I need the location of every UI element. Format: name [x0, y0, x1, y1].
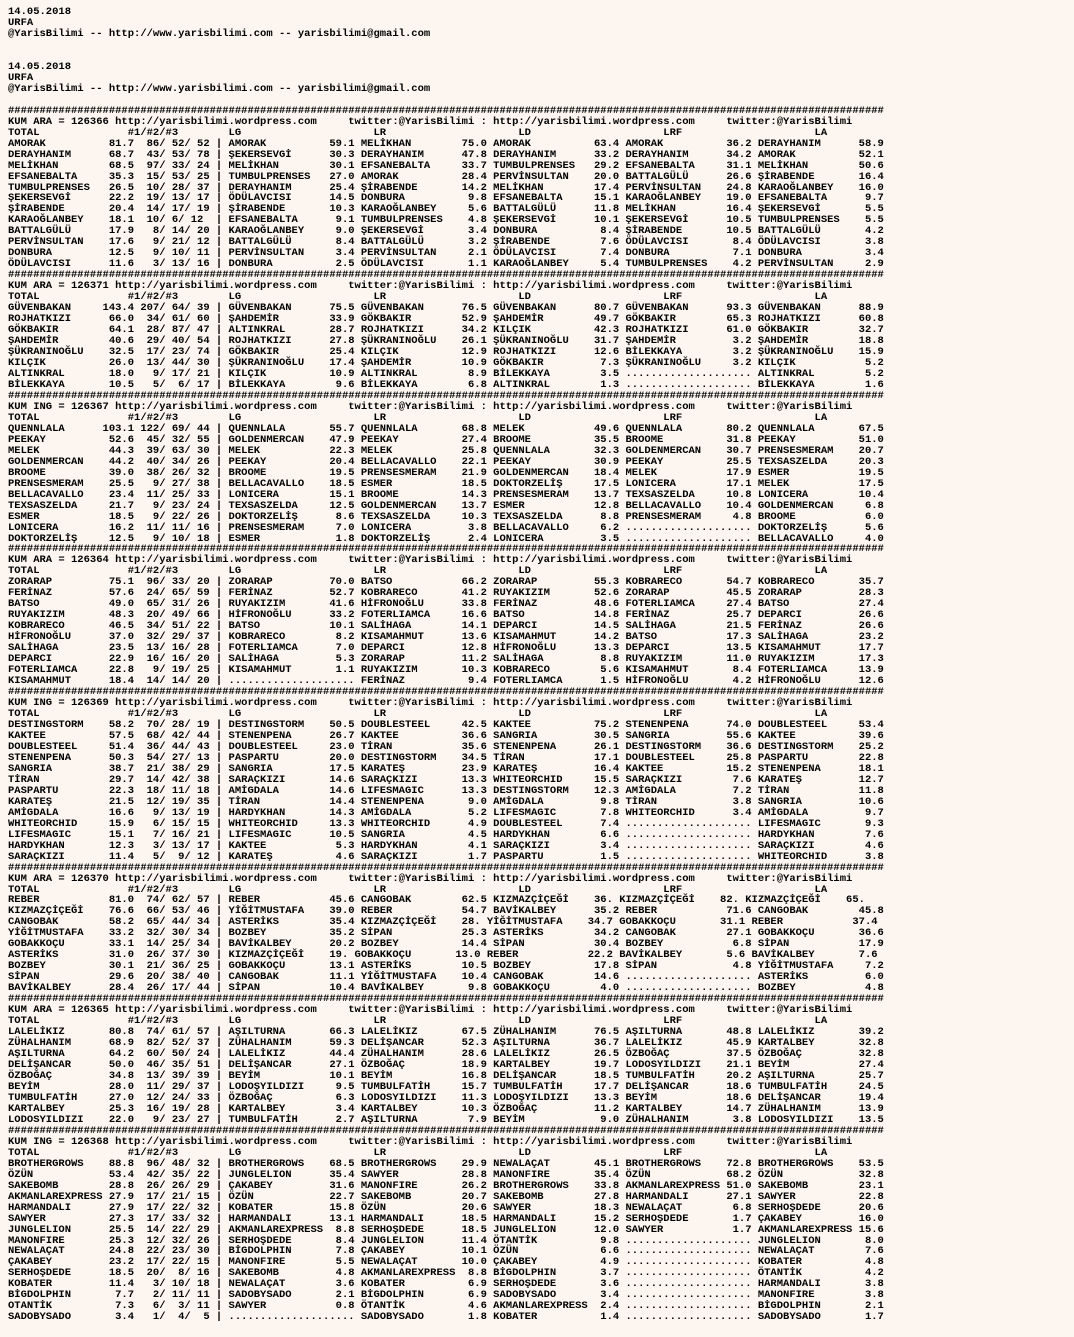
column-header-line: TOTAL #1/#2/#3 LG LR LD LRF LA [8, 411, 828, 424]
horse-row-line: ÖDÜLAVCISI 11.6 3/ 13/ 16 | DONBURA 2.5 ÖDÜLAVCISI 1.1 KARAOĞLANBEY 5.4 TUMBULPRENSES 4.2 PERVİNSULTAN 2.9 [8, 258, 884, 271]
horse-row-line: ALTINKRAL 18.0 9/ 17/ 21 | KILÇIK 10.9 ALTINKRAL 8.9 BİLEKKAYA 3.5 .................... ALTINKRAL 5.2 [8, 367, 884, 380]
info-line: @YarisBilimi -- http://www.yarisbilimi.com -- yarisbilimi@gmail.com [8, 27, 431, 40]
info-line: 14.05.2018 [8, 7, 72, 18]
race-summary-document [8, 7, 1070, 1323]
horse-row-line: SAKEBOMB 28.8 26/ 26/ 29 | ÇAKABEY 31.6 MANONFIRE 26.2 BROTHERGROWS 33.8 AKMANLAREXPRESS 51.0 SAKEBOMB 23.1 [8, 1179, 884, 1192]
horse-row-line: GOBAKKOÇU 33.1 14/ 25/ 34 | BAVİKALBEY 20.2 BOZBEY 14.4 SİPAN 30.4 BOZBEY 6.8 SİPAN 17.9 [8, 938, 884, 951]
race-header-line: KUM ARA = 126365 http://yarisbilimi.wordpress.com twitter:@YarisBilimi : http://yarisbilimi.wordpress.com twitter:@YarisBilimi [8, 1004, 853, 1017]
horse-row-line: ROJHATKIZI 66.0 34/ 61/ 60 | ŞAHDEMİR 33.9 GÖKBAKIR 52.9 ŞAHDEMİR 49.7 GÖKBAKIR 65.3 ROJHATKIZI 60.8 [8, 313, 884, 326]
horse-row-line: DERAYHANIM 68.7 43/ 53/ 78 | ŞEKERSEVGİ 30.3 DERAYHANIM 47.8 DERAYHANIM 33.2 DERAYHANIM 34.2 AMORAK 52.1 [8, 148, 884, 161]
horse-row-line: REBER 81.0 74/ 62/ 57 | REBER 45.6 CANGOBAK 62.5 KIZMAZÇİÇEĞİ 36. KIZMAZÇİÇEĞİ 82. KIZMAZÇİÇEĞİ 65. [8, 894, 865, 907]
horse-row-line: OTANTİK 7.3 6/ 3/ 11 | SAWYER 0.8 ÖTANTİK 4.6 AKMANLAREXPRESS 2.4 .................... BİGDOLPHIN 2.1 [8, 1300, 884, 1313]
horse-row-line: ZORARAP 75.1 96/ 33/ 20 | ZORARAP 70.0 BATSO 66.2 ZORARAP 55.3 KOBRARECO 54.7 KOBRARECO 35.7 [8, 576, 884, 589]
info-line: 14.05.2018 [8, 60, 72, 73]
horse-row-line: GÖKBAKIR 64.1 28/ 87/ 47 | ALTINKRAL 28.7 ROJHATKIZI 34.2 KILÇIK 42.3 ROJHATKIZI 61.0 GÖKBAKIR 32.7 [8, 324, 884, 337]
horse-row-line: SALİHAGA 23.5 13/ 16/ 28 | FOTERLIAMCA 7.0 DEPARCI 12.8 HİFRONOĞLU 13.3 DEPARCI 13.5 KISAMAHMUT 17.7 [8, 642, 884, 655]
column-header-line: TOTAL #1/#2/#3 LG LR LD LRF LA [8, 883, 828, 896]
race-header-line: KUM ING = 126369 http://yarisbilimi.wordpress.com twitter:@YarisBilimi : http://yarisbilimi.wordpress.com twitter:@YarisBilimi [8, 697, 853, 710]
horse-row-line: HİFRONOĞLU 37.0 32/ 29/ 37 | KOBRARECO 8.2 KISAMAHMUT 13.6 KISAMAHMUT 14.2 BATSO 17.3 SALİHAGA 23.2 [8, 631, 884, 644]
horse-row-line: KISAMAHMUT 18.4 14/ 14/ 20 | .................... FERİNAZ 9.4 FOTERLIAMCA 1.5 HİFRONOĞLU 4.2 HİFRONOĞLU 12.6 [8, 675, 884, 688]
horse-row-line: ÖZÜN 53.4 42/ 35/ 22 | JUNGLELION 35.4 SAWYER 28.8 MANONFIRE 35.4 ÖZÜN 68.2 ÖZÜN 32.8 [8, 1168, 884, 1181]
horse-row-line: ÖZBOĞAÇ 34.8 13/ 39/ 39 | BEYİM 10.1 BEYİM 16.8 DELİŞANCAR 18.5 TUMBULFATİH 20.2 AŞILTURNA 25.7 [8, 1069, 884, 1082]
horse-row-line: AKMANLAREXPRESS 27.9 17/ 21/ 15 | ÖZÜN 22.7 SAKEBOMB 20.7 SAKEBOMB 27.8 HARMANDALI 27.1 SAWYER 22.8 [8, 1190, 884, 1203]
column-header-line: TOTAL #1/#2/#3 LG LR LD LRF LA [8, 708, 828, 720]
horse-row-line: BROOME 39.0 38/ 26/ 32 | BROOME 19.5 PRENSESMERAM 21.9 GOLDENMERCAN 18.4 MELEK 17.9 ESMER 19.5 [8, 466, 884, 479]
info-line: URFA [8, 71, 34, 84]
horse-row-line: AMİGDALA 16.6 9/ 13/ 19 | HARDYKHAN 14.3 AMİGDALA 5.2 LIFESMAGIC 7.8 WHITEORCHID 3.4 AMİGDALA 9.7 [8, 806, 884, 819]
horse-row-line: KOBATER 11.4 3/ 10/ 18 | NEWALAÇAT 3.6 KOBATER 6.9 SERHOŞDEDE 3.6 .................... HARMANDALI 3.8 [8, 1278, 884, 1291]
horse-row-line: ZÜHALHANIM 68.9 82/ 52/ 37 | ZÜHALHANIM 59.3 DELİŞANCAR 52.3 AŞILTURNA 36.7 LALELİKIZ 45.9 KARTALBEY 32.8 [8, 1037, 884, 1050]
horse-row-line: BAVİKALBEY 28.4 26/ 17/ 44 | SİPAN 10.4 BAVİKALBEY 9.8 GOBAKKOÇU 4.0 .................... BOZBEY 4.8 [8, 982, 884, 995]
horse-row-line: RUYAKIZIM 48.3 20/ 49/ 66 | HİFRONOĞLU 33.2 FOTERLIAMCA 16.6 BATSO 14.8 FERİNAZ 25.7 DEPARCI 26.6 [8, 609, 884, 622]
column-header-line: TOTAL #1/#2/#3 LG LR LD LRF LA [8, 1015, 828, 1028]
horse-row-line: PRENSESMERAM 25.5 9/ 27/ 38 | BELLACAVALLO 18.5 ESMER 18.5 DOKTORZELİŞ 17.5 LONICERA 17.1 MELEK 17.5 [8, 477, 884, 490]
horse-row-line: DONBURA 12.5 9/ 10/ 11 | PERVİNSULTAN 3.4 PERVİNSULTAN 2.1 ÖDÜLAVCISI 7.4 DONBURA 7.1 DONBURA 3.4 [8, 247, 884, 260]
horse-row-line: HARDYKHAN 12.3 3/ 13/ 17 | KAKTEE 5.3 HARDYKHAN 4.1 SARAÇKIZI 3.4 .................... SARAÇKIZI 4.6 [8, 839, 884, 852]
separator-line: ########################################################################################################################################### [8, 543, 884, 556]
horse-row-line: AMORAK 81.7 86/ 52/ 52 | AMORAK 59.1 MELİKHAN 75.0 AMORAK 63.4 AMORAK 36.2 DERAYHANIM 58.9 [8, 137, 884, 150]
horse-row-line: PASPARTU 22.3 18/ 11/ 18 | AMİGDALA 14.6 LIFESMAGIC 13.3 DESTINGSTORM 12.3 AMİGDALA 7.2 TİRAN 11.8 [8, 784, 884, 797]
horse-row-line: GÜVENBAKAN 143.4 207/ 64/ 39 | GÜVENBAKAN 75.5 GÜVENBAKAN 76.5 GÜVENBAKAN 80.7 GÜVENBAKAN 93.3 GÜVENBAKAN 88.9 [8, 302, 884, 315]
horse-row-line: TEXSASZELDA 21.7 9/ 23/ 24 | TEXSASZELDA 12.5 GOLDENMERCAN 13.7 ESMER 12.8 BELLACAVALLO 10.4 GOLDENMERCAN 6.8 [8, 499, 884, 512]
separator-line: ########################################################################################################################################### [8, 269, 884, 282]
horse-row-line: MELİKHAN 68.5 97/ 33/ 24 | MELİKHAN 30.1 EFSANEBALTA 33.7 TUMBULPRENSES 29.2 EFSANEBALTA 31.1 MELİKHAN 50.6 [8, 159, 884, 172]
horse-row-line: SANGRIA 38.7 21/ 38/ 29 | SANGRIA 17.5 KARATEŞ 23.9 KARATEŞ 16.4 KAKTEE 15.2 STENENPENA 18.1 [8, 762, 884, 775]
horse-row-line: KIZMAZÇİÇEĞİ 76.6 66/ 53/ 46 | YİĞİTMUSTAFA 39.0 REBER 54.7 BAVİKALBEY 35.2 REBER 71.6 CANGOBAK 45.8 [8, 905, 884, 918]
horse-row-line: FERİNAZ 57.6 24/ 65/ 59 | FERİNAZ 52.7 KOBRARECO 41.2 RUYAKIZIM 52.6 ZORARAP 45.5 ZORARAP 28.3 [8, 587, 884, 600]
horse-row-line: SERHOŞDEDE 18.5 20/ 8/ 16 | SAKEBOMB 4.8 AKMANLAREXPRESS 8.8 BİGDOLPHIN 3.7 .................... ÖTANTİK 4.2 [8, 1267, 884, 1280]
horse-row-line: TUMBULFATİH 27.0 12/ 24/ 33 | ÖZBOĞAÇ 6.3 LODOSYILDIZI 11.3 LODOŞYILDIZI 13.3 BEYİM 18.6 DELİŞANCAR 19.4 [8, 1091, 884, 1104]
horse-row-line: BATTALGÜLÜ 17.9 8/ 14/ 20 | KARAOĞLANBEY 9.0 ŞEKERSEVGİ 3.4 DONBURA 8.4 ŞİRABENDE 10.5 BATTALGÜLÜ 4.2 [8, 225, 884, 238]
separator-line: ########################################################################################################################################### [8, 104, 884, 117]
horse-row-line: DESTINGSTORM 58.2 70/ 28/ 19 | DESTINGSTORM 50.5 DOUBLESTEEL 42.5 KAKTEE 75.2 STENENPENA 74.0 DOUBLESTEEL 53.4 [8, 718, 884, 731]
column-header-line: TOTAL #1/#2/#3 LG LR LD LRF LA [8, 126, 828, 139]
horse-row-line: SAWYER 27.3 17/ 33/ 32 | HARMANDALI 13.1 HARMANDALI 18.5 HARMANDALI 15.2 SERHOŞDEDE 1.7 ÇAKABEY 16.0 [8, 1212, 884, 1225]
horse-row-line: DOUBLESTEEL 51.4 36/ 44/ 43 | DOUBLESTEEL 23.0 TİRAN 35.6 STENENPENA 26.1 DESTINGSTORM 36.6 DESTINGSTORM 25.2 [8, 740, 884, 753]
horse-row-line: ŞÜKRANINOĞLU 32.5 17/ 23/ 74 | GÖKBAKIR 25.4 KILÇIK 12.9 ROJHATKIZI 12.6 BİLEKKAYA 3.2 ŞÜKRANINOĞLU 15.9 [8, 346, 884, 359]
separator-line: ########################################################################################################################################### [8, 389, 884, 402]
horse-row-line: ŞEKERSEVGİ 22.2 19/ 13/ 17 | ÖDÜLAVCISI 14.5 DONBURA 9.8 EFSANEBALTA 15.1 KARAOĞLANBEY 19.0 EFSANEBALTA 9.7 [8, 192, 884, 205]
race-header-line: KUM ARA = 126370 http://yarisbilimi.wordpress.com twitter:@YarisBilimi : http://yarisbilimi.wordpress.com twitter:@YarisBilimi [8, 872, 853, 885]
horse-row-line: KAKTEE 57.5 68/ 42/ 44 | STENENPENA 26.7 KAKTEE 36.6 SANGRIA 30.5 SANGRIA 55.6 KAKTEE 39.6 [8, 729, 884, 742]
separator-line: ########################################################################################################################################### [8, 861, 884, 874]
horse-row-line: BİGDOLPHIN 7.7 2/ 11/ 11 | SADOBYSADO 2.1 BİGDOLPHIN 6.9 SADOBYSADO 3.4 .................... MANONFIRE 3.8 [8, 1289, 884, 1302]
race-header-line: KUM ING = 126367 http://yarisbilimi.wordpress.com twitter:@YarisBilimi : http://yarisbilimi.wordpress.com twitter:@YarisBilimi [8, 400, 853, 413]
column-header-line: TOTAL #1/#2/#3 LG LR LD LRF LA [8, 291, 828, 304]
horse-row-line: JUNGLELION 25.5 14/ 22/ 29 | AKMANLAREXPRESS 8.8 SERHOŞDEDE 18.5 JUNGLELION 12.0 SAWYER 1.7 AKMANLAREXPRESS 15.6 [8, 1223, 884, 1236]
horse-row-line: LODOSYILDIZI 22.0 9/ 23/ 27 | TUMBULFATİH 2.7 AŞILTURNA 7.9 BEYİM 9.0 ZÜHALHANIM 3.8 LODOSYILDIZI 13.5 [8, 1113, 884, 1126]
horse-row-line: ŞAHDEMİR 40.6 29/ 40/ 54 | ROJHATKIZI 27.8 ŞÜKRANINOĞLU 26.1 ŞÜKRANINOĞLU 31.7 ŞAHDEMİR 3.2 ŞAHDEMİR 18.8 [8, 335, 884, 348]
blank-line [8, 40, 1070, 51]
horse-row-line: NEWALAÇAT 24.8 22/ 23/ 30 | BİGDOLPHIN 7.8 ÇAKABEY 10.1 ÖZÜN 6.6 .................... NEWALAÇAT 7.6 [8, 1245, 884, 1258]
race-header-line: KUM ARA = 126371 http://yarisbilimi.wordpress.com twitter:@YarisBilimi : http://yarisbilimi.wordpress.com twitter:@YarisBilimi [8, 280, 853, 293]
horse-row-line: MANONFIRE 25.3 12/ 32/ 26 | SERHOŞDEDE 8.4 JUNGLELION 11.4 ÖTANTİK 9.8 .................... JUNGLELION 8.0 [8, 1234, 884, 1247]
separator-line: ########################################################################################################################################### [8, 993, 884, 1006]
horse-row-line: KARAOĞLANBEY 18.1 10/ 6/ 12 | EFSANEBALTA 9.1 TUMBULPRENSES 4.8 ŞEKERSEVGİ 10.1 ŞEKERSEVGİ 10.5 TUMBULPRENSES 5.5 [8, 214, 884, 227]
horse-row-line: BATSO 49.0 65/ 31/ 26 | RUYAKIZIM 41.6 HİFRONOĞLU 33.8 FERİNAZ 48.6 FOTERLIAMCA 27.4 BATSO 27.4 [8, 598, 884, 611]
separator-line: ########################################################################################################################################### [8, 686, 884, 699]
horse-row-line: WHITEORCHID 15.9 6/ 15/ 15 | WHITEORCHID 13.3 WHITEORCHID 4.9 DOUBLESTEEL 7.4 .................... LIFESMAGIC 9.3 [8, 817, 884, 830]
horse-row-line: TUMBULPRENSES 26.5 10/ 28/ 37 | DERAYHANIM 25.4 ŞİRABENDE 14.2 MELİKHAN 17.4 PERVİNSULTAN 24.8 KARAOĞLANBEY 16.0 [8, 181, 884, 194]
horse-row-line: DOKTORZELİŞ 12.5 9/ 10/ 18 | ESMER 1.8 DOKTORZELİŞ 2.4 LONICERA 3.5 .................... BELLACAVALLO 4.0 [8, 532, 884, 545]
race-header-line: KUM ING = 126368 http://yarisbilimi.wordpress.com twitter:@YarisBilimi : http://yarisbilimi.wordpress.com twitter:@YarisBilimi [8, 1135, 853, 1148]
horse-row-line: QUENNLALA 103.1 122/ 69/ 44 | QUENNLALA 55.7 QUENNLALA 68.8 MELEK 49.6 QUENNLALA 80.2 QUENNLALA 67.5 [8, 422, 884, 435]
horse-row-line: ESMER 18.5 9/ 22/ 26 | DOKTORZELİŞ 8.6 TEXSASZELDA 10.3 TEXSASZELDA 8.8 PRENSESMERAM 4.8 BROOME 6.0 [8, 510, 884, 523]
horse-row-line: PEEKAY 52.6 45/ 32/ 55 | GOLDENMERCAN 47.9 PEEKAY 27.4 BROOME 35.5 BROOME 31.8 PEEKAY 51.0 [8, 433, 884, 446]
horse-row-line: LALELİKIZ 80.8 74/ 61/ 57 | AŞILTURNA 66.3 LALELİKIZ 67.5 ZÜHALHANIM 76.5 AŞILTURNA 48.8 LALELİKIZ 39.2 [8, 1026, 884, 1039]
horse-row-line: BELLACAVALLO 23.4 11/ 25/ 33 | LONICERA 15.1 BROOME 14.3 PRENSESMERAM 13.7 TEXSASZELDA 10.8 LONICERA 10.4 [8, 488, 884, 501]
horse-row-line: PERVİNSULTAN 17.6 9/ 21/ 12 | BATTALGÜLÜ 8.4 BATTALGÜLÜ 3.2 ŞİRABENDE 7.6 ÖDÜLAVCISI 8.4 ÖDÜLAVCISI 3.8 [8, 236, 884, 249]
horse-row-line: LONICERA 16.2 11/ 11/ 16 | PRENSESMERAM 7.0 LONICERA 3.8 BELLACAVALLO 6.2 .................... DOKTORZELİŞ 5.6 [8, 521, 884, 534]
info-line: @YarisBilimi -- http://www.yarisbilimi.com -- yarisbilimi@gmail.com [8, 82, 431, 95]
horse-row-line: KARATEŞ 21.5 12/ 19/ 35 | TİRAN 14.4 STENENPENA 9.0 AMİGDALA 9.8 TİRAN 3.8 SANGRIA 10.6 [8, 795, 884, 808]
column-header-line: TOTAL #1/#2/#3 LG LR LD LRF LA [8, 1146, 828, 1159]
column-header-line: TOTAL #1/#2/#3 LG LR LD LRF LA [8, 565, 828, 578]
horse-row-line: EFSANEBALTA 35.3 15/ 53/ 25 | TUMBULPRENSES 27.0 AMORAK 28.4 PERVİNSULTAN 20.0 BATTALGÜLÜ 26.6 ŞİRABENDE 16.4 [8, 170, 884, 183]
race-header-line: KUM ARA = 126364 http://yarisbilimi.wordpress.com twitter:@YarisBilimi : http://yarisbilimi.wordpress.com twitter:@YarisBilimi [8, 554, 853, 567]
race-header-line: KUM ARA = 126366 http://yarisbilimi.wordpress.com twitter:@YarisBilimi : http://yarisbilimi.wordpress.com twitter:@YarisBilimi [8, 115, 853, 128]
horse-row-line: FOTERLIAMCA 22.8 9/ 19/ 25 | KISAMAHMUT 1.1 RUYAKIZIM 10.3 KOBRARECO 5.6 KISAMAHMUT 8.4 FOTERLIAMCA 13.9 [8, 664, 884, 677]
horse-row-line: TİRAN 29.7 14/ 42/ 38 | SARAÇKIZI 14.6 SARAÇKIZI 13.3 WHITEORCHID 15.5 SARAÇKIZI 7.6 KARATEŞ 12.7 [8, 773, 884, 786]
blank-line [8, 51, 1070, 62]
horse-row-line: BOZBEY 30.1 21/ 36/ 25 | GOBAKKOÇU 13.1 ASTERİKS 10.5 BOZBEY 17.8 SİPAN 4.8 YİĞİTMUSTAFA 7.2 [8, 960, 884, 973]
horse-row-line: GOLDENMERCAN 44.2 40/ 34/ 26 | PEEKAY 20.4 BELLACAVALLO 22.1 PEEKAY 30.9 PEEKAY 25.5 TEXSASZELDA 20.3 [8, 455, 884, 468]
horse-row-line: DEPARCI 22.9 16/ 16/ 20 | SALİHAGA 5.3 ZORARAP 11.2 SALİHAGA 8.8 RUYAKIZIM 11.0 RUYAKIZIM 17.3 [8, 653, 884, 666]
horse-row-line: BEYİM 28.0 11/ 29/ 37 | LODOŞYILDIZI 9.5 TUMBULFATİH 15.7 TUMBULFATİH 17.7 DELİŞANCAR 18.6 TUMBULFATİH 24.5 [8, 1080, 884, 1093]
horse-row-line: BROTHERGROWS 88.8 96/ 48/ 32 | BROTHERGROWS 68.5 BROTHERGROWS 29.9 NEWALAÇAT 45.1 BROTHERGROWS 72.8 BROTHERGROWS 53.5 [8, 1157, 884, 1170]
info-line: URFA [8, 16, 34, 29]
horse-row-line: CANGOBAK 58.2 65/ 44/ 34 | ASTERİKS 35.4 KIZMAZÇİÇEĞİ 28. YİĞİTMUSTAFA 34.7 GOBAKKOÇU 31.1 REBER 37.4 [8, 916, 878, 929]
separator-line: ########################################################################################################################################### [8, 1124, 884, 1137]
horse-row-line: KARTALBEY 25.3 16/ 19/ 28 | KARTALBEY 3.4 KARTALBEY 10.3 ÖZBOĞAÇ 11.2 KARTALBEY 14.7 ZÜHALHANIM 13.9 [8, 1102, 884, 1115]
horse-row-line: BİLEKKAYA 10.5 5/ 6/ 17 | BİLEKKAYA 9.6 BİLEKKAYA 6.8 ALTINKRAL 1.3 .................... BİLEKKAYA 1.6 [8, 378, 884, 391]
horse-row-line: KOBRARECO 46.5 34/ 51/ 22 | BATSO 10.1 SALİHAGA 14.1 DEPARCI 14.5 SALİHAGA 21.5 FERİNAZ 26.6 [8, 620, 884, 633]
horse-row-line: SARAÇKIZI 11.4 5/ 9/ 12 | KARATEŞ 4.6 SARAÇKIZI 1.7 PASPARTU 1.5 .................... WHITEORCHID 3.8 [8, 850, 884, 863]
horse-row-line: SADOBYSADO 3.4 1/ 4/ 5 | .................... SADOBYSADO 1.8 KOBATER 1.4 .................... SADOBYSADO 1.7 [8, 1311, 884, 1324]
horse-row-line: LIFESMAGIC 15.1 7/ 16/ 21 | LIFESMAGIC 10.5 SANGRIA 4.5 HARDYKHAN 6.6 .................... HARDYKHAN 7.6 [8, 828, 884, 841]
horse-row-line: MELEK 44.3 39/ 63/ 30 | MELEK 22.3 MELEK 25.8 QUENNLALA 32.3 GOLDENMERCAN 30.7 PRENSESMERAM 20.7 [8, 444, 884, 457]
horse-row-line: DELİŞANCAR 50.0 46/ 35/ 51 | DELİŞANCAR 27.1 ÖZBOĞAÇ 18.9 KARTALBEY 19.7 LODOSYILDIZI 21.1 BEYİM 27.4 [8, 1059, 884, 1071]
horse-row-line: SİPAN 29.6 20/ 38/ 40 | CANGOBAK 11.1 YİĞİTMUSTAFA 10.4 CANGOBAK 14.6 .................... ASTERİKS 6.0 [8, 971, 884, 984]
horse-row-line: YİĞİTMUSTAFA 33.2 32/ 30/ 34 | BOZBEY 35.2 SİPAN 25.3 ASTERİKS 34.2 CANGOBAK 27.1 GOBAKKOÇU 36.6 [8, 927, 884, 940]
horse-row-line: HARMANDALI 27.9 17/ 22/ 32 | KOBATER 15.8 ÖZÜN 20.6 SAWYER 18.3 NEWALAÇAT 6.8 SERHOŞDEDE 20.6 [8, 1201, 884, 1214]
horse-row-line: STENENPENA 50.3 54/ 27/ 13 | PASPARTU 20.0 DESTINGSTORM 34.5 TİRAN 17.1 DOUBLESTEEL 25.8 PASPARTU 22.8 [8, 751, 884, 764]
horse-row-line: ŞİRABENDE 20.4 14/ 17/ 19 | ŞİRABENDE 10.3 KARAOĞLANBEY 5.6 BATTALGÜLÜ 11.8 MELİKHAN 16.4 ŞEKERSEVGİ 5.5 [8, 203, 884, 216]
horse-row-line: ÇAKABEY 23.2 17/ 22/ 15 | MANONFIRE 5.5 NEWALAÇAT 10.0 ÇAKABEY 4.9 .................... KOBATER 4.8 [8, 1256, 884, 1269]
horse-row-line: ASTERİKS 31.0 26/ 37/ 30 | KIZMAZÇİÇEĞİ 19. GOBAKKOÇU 13.0 REBER 22.2 BAVİKALBEY 5.6 BAVİKALBEY 7.6 [8, 949, 878, 962]
horse-row-line: KILÇIK 26.0 13/ 44/ 30 | ŞÜKRANINOĞLU 17.4 ŞAHDEMİR 10.9 GÖKBAKIR 7.3 ŞÜKRANINOĞLU 3.2 KILÇIK 5.2 [8, 357, 884, 369]
horse-row-line: AŞILTURNA 64.2 60/ 50/ 24 | LALELİKIZ 44.4 ZÜHALHANIM 28.6 LALELİKIZ 26.5 ÖZBOĞAÇ 37.5 ÖZBOĞAÇ 32.8 [8, 1048, 884, 1061]
